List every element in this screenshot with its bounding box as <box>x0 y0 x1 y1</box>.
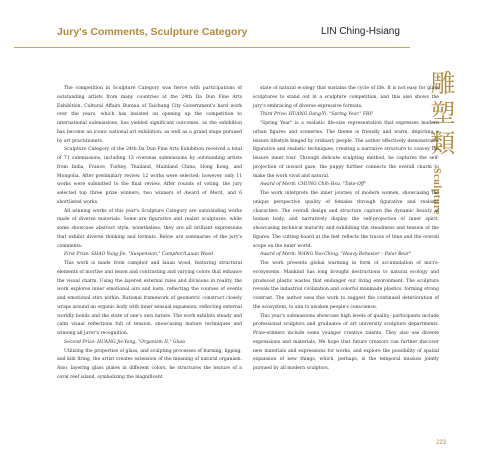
body-paragraph: All winning works of this year's Sculpture Category are outstanding works made of diverse materials. Some are figurative and realist sculptures, while some showcase abstract style; nonetheless, they are all brilliant expressions that exhibit diverse thinking and formats. Below are summaries of the jury's comments: <box>57 208 242 249</box>
left-column <box>57 85 242 383</box>
body-paragraph: Utilizing the properties of glass, and sculpting processes of burning, lipping, and kiln firing, the artist creates extension of the meaning of natural organism. Also, layering glass plates in different colors, he structures the texture of a coral reef island, symbolizing the magnificent <box>57 348 242 380</box>
cjk-char: 塑 <box>430 99 456 128</box>
cjk-char: 雕 <box>430 69 456 98</box>
author-name: LIN Ching-Hsiang <box>321 26 400 37</box>
page-number: 223 <box>436 440 447 446</box>
body-paragraph: Sculpture Category of the 24th Da Dun Fine Arts Exhibition received a total of 71 submissions, including 13 overseas submissions by outstanding artists from India, France, Turkey, Thailand, Mainland China, Hong Kong, and Mongolia. After preliminary review, 12 works were selected; however, only 11 works were submitted to the final review. After rounds of voting, the jury selected top three prize winners, two winners of Award of Merit, and 6 shortlisted works. <box>57 147 242 205</box>
category-label: Sculpture <box>431 168 442 215</box>
award-line: First Prize: SHAO Yung-Jie, "Suspension," Camphor/Lauan Wood <box>64 252 214 258</box>
body-paragraph: The work interprets the inner journey of modern women, showcasing the unique perspective quality of females through figurative and realistic characters. The overall design and structure capture the dynamic beauty of human body, and narratively display the self-projection of inner spirit, showcasing technical maturity and exhibiting the steadiness and tension of the figures. The cutting board at the feet reflects the traces of time and the overall scope on the inner world. <box>253 191 439 249</box>
body-paragraph: This year's submissions showcase high levels of quality; participants include professional sculptors and graduates of art university sculpture departments. Prize-winners include some younger creative talents. They also use diverse expressions and materials. We hope that future creators can further discover new materials and expressions for works, and explore the possibility of spatial expansion of new things, which, perhaps, is the temporal mission jointly pursued by all modern sculptors. <box>253 313 439 371</box>
body-paragraph: The competition in Sculpture Category was fierce with participations of outstanding artists from many countries at the 24th Da Dun Fine Arts Exhibition. Cultural Affairs Bureau of Taichung City Government's hard work over the years, which has insisted on opening up the competition to international submissions, has yielded significant outcomes, as the exhibition has become an iconic national art exhibition, as well as a grand stage pursued by art practitioners. <box>57 86 242 144</box>
award-line: Award of Merit: WANG Yao-Ching, "Heavy Behavior – Polar Bear" <box>260 252 412 258</box>
page-title: Jury's Comments, Sculpture Category <box>57 26 248 38</box>
award-line: Award of Merit: CHUNG Chih-Hsu, "Take-Off" <box>260 182 367 188</box>
body-paragraph: This work is made from camphor and lauan wood, featuring structural elements of mortise and tenon and contrasting and varying colors that enhance the visual charm. Using the layered external rules and divisions in reality, the work explores inner emotional airs and lusts, reflecting the courses of events and emotional stirs within. Rational framework of geometric construct closely wraps around an organic body with inner sensual expansion, reflecting external worldly bonds and the state of one's own nature. The work exhibits steady and calm visual reflections full of tension, showcasing mature techniques and winning all juror's recognition. <box>57 261 242 336</box>
cjk-char: 類 <box>430 129 456 158</box>
right-column <box>253 85 439 374</box>
body-paragraph: state of natural ecology that sustains the cycle of life. It is not easy for glass sculptures to stand out in a sculpture competition, and this also shows the jury's embracing of diverse expressive formats. <box>253 86 439 109</box>
body-paragraph: "Spring Year" is a realistic life-size representation that expresses modern urban figures and sceneries. The theme is friendly and warm, depicting a leisure lifestyle hinged by ordinary people. The author effectively demonstrates figurative and realistic techniques, creating a narrative structure to convey the leisure inner tour. Through delicate sculpting method, he captures the self-projection of inward gaze, the puppy further connects the overall charm to make the work vivid and natural. <box>253 121 439 179</box>
body-paragraph: The work presents global warming in form of accumulation of micro-ecosystems. Mankind has long brought destructions to natural ecology and produced plastic wastes that endanger our living environment. The sculpture reveals the industrial civilization and colorful manmade plastics, forming strong contrast. The author uses this work to suggest the continued deterioration of the ecosystem, to aim to awaken people's conscience. <box>253 261 439 310</box>
header-rule <box>14 47 410 48</box>
award-line: Second Prize: HUANG Jie-Yang, "Organism II," Glass <box>64 339 186 345</box>
award-line: Third Prize: HUANG Dang-Yi, "Spring Year," FRP <box>260 112 373 118</box>
